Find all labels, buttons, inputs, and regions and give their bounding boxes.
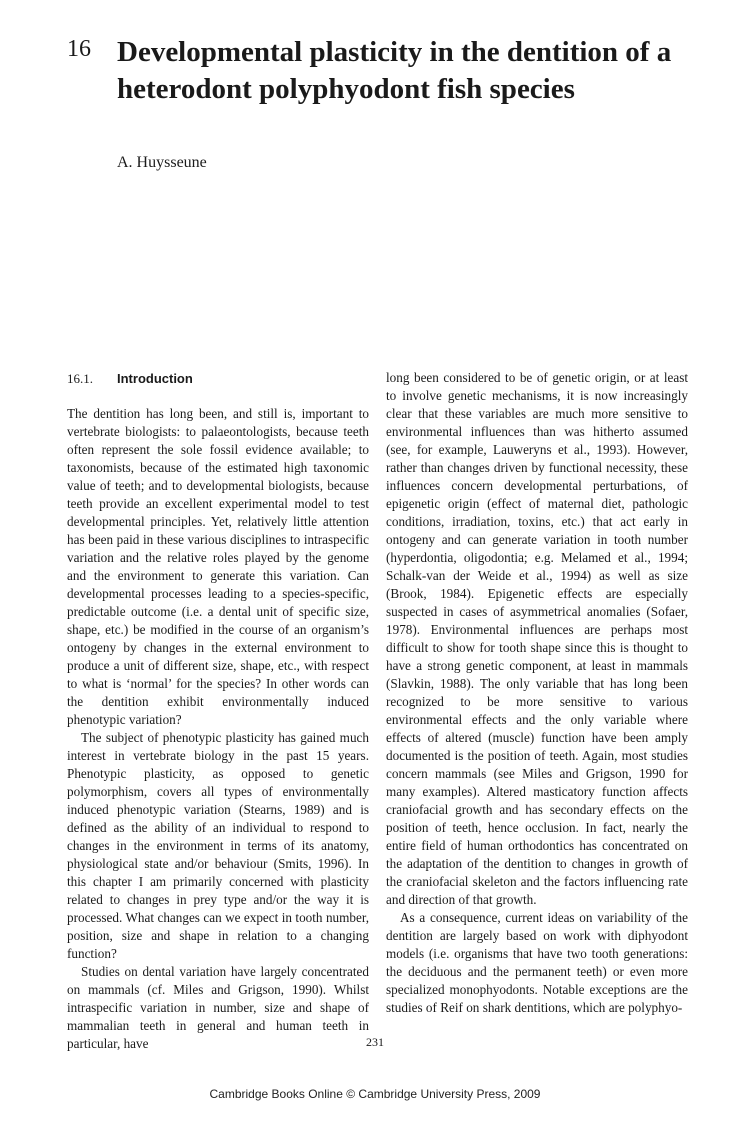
paragraph: As a consequence, current ideas on variability of the dentition are largely based on work with diphyodont models (i.e. organisms that have two tooth generations: the deciduous and the permanent teeth) or even more specialized monophyodonts. Notable exceptions are the studies of Reif on shark dentitions, which are polyphyo- <box>386 910 688 1015</box>
chapter-author: A. Huysseune <box>117 154 207 171</box>
chapter-title: Developmental plasticity in the dentition of a heterodont polyphyodont fish species <box>117 36 672 105</box>
section-title: Introduction <box>117 371 193 386</box>
left-column <box>67 369 369 1053</box>
paragraph: The subject of phenotypic plasticity has gained much interest in vertebrate biology in the past 15 years. Phenotypic plasticity, as opposed to genetic polymorphism, covers all types of environmentally induced phenotypic variation (Stearns, 1989) and is defined as the ability of an individual to respond to changes in the environment in terms of its anatomy, physiological state and/or behaviour (Smits, 1996). In this chapter I am primarily concerned with plasticity related to changes in prey type and/or the way it is processed. What changes can we expect in tooth number, position, size and shape in relation to a changing function? <box>67 730 369 961</box>
page-number: 231 <box>366 1035 384 1049</box>
section-number: 16.1. <box>67 371 93 386</box>
paragraph: long been considered to be of genetic origin, or at least to involve genetic mechanisms, it is now increasingly clear that these variables are much more sensitive to environmental influences than was hitherto assumed (see, for example, Lauweryns et al., 1993). However, rather than changes driven by functional necessity, these influences concern developmental perturbations, of epigenetic origin (effect of maternal diet, pathologic conditions, irradiation, toxins, etc.) that act early in ontogeny and can generate variation in tooth number (hyperdontia, oligodontia; e.g. Melamed et al., 1994; Schalk-van der Weide et al., 1994) as well as size (Brook, 1984). Epigenetic effects are especially suspected in cases of asymmetrical anomalies (Sofaer, 1978). Environmental influences are perhaps most difficult to show for tooth shape since this is thought to have a strong genetic component, at least in mammals (Slavkin, 1988). The only variable that has long been recognized to be more sensitive to various environmental effects and the only variable where effects of altered (muscle) function have been amply documented is the position of teeth. Again, most studies concern mammals (see Miles and Grigson, 1990 for many examples). Altered masticatory function affects craniofacial growth and has secondary effects on the position of teeth, hence occlusion. In fact, nearly the entire field of human orthodontics has concentrated on the adaptation of the dentition to changes in growth of the craniofacial skeleton and the factors influencing rate and direction of that growth. <box>386 370 688 907</box>
section-heading <box>67 370 369 388</box>
right-column <box>386 369 688 1017</box>
paragraph: The dentition has long been, and still is, important to vertebrate biologists: to palaeontologists, because teeth often represent the sole fossil evidence available; to taxonomists, because of the estimated high taxonomic value of teeth; and to developmental biologists, because teeth provide an excellent experimental model to test developmental principles. Yet, relatively little attention has been paid in these various disciplines to intraspecific variation and the relative roles played by the genome and the environment to generate this variation. Can developmental processes leading to a species-specific, predictable outcome (i.e. a dental unit of specific size, shape, etc.) be modified in the course of an organism’s ontogeny by changes in the external environment to produce a unit of different size, shape, etc., with respect to what is ‘normal’ for the species? In other words can the dentition exhibit environmentally induced phenotypic variation? <box>67 406 369 727</box>
paragraph: Studies on dental variation have largely concentrated on mammals (cf. Miles and Grigson, 1990). Whilst intraspecific variation in number, size and shape of mammalian teeth in general and human teeth in particular, have <box>67 964 369 1051</box>
footer-copyright: Cambridge Books Online © Cambridge University Press, 2009 <box>209 1087 541 1101</box>
chapter-number: 16 <box>67 36 91 62</box>
